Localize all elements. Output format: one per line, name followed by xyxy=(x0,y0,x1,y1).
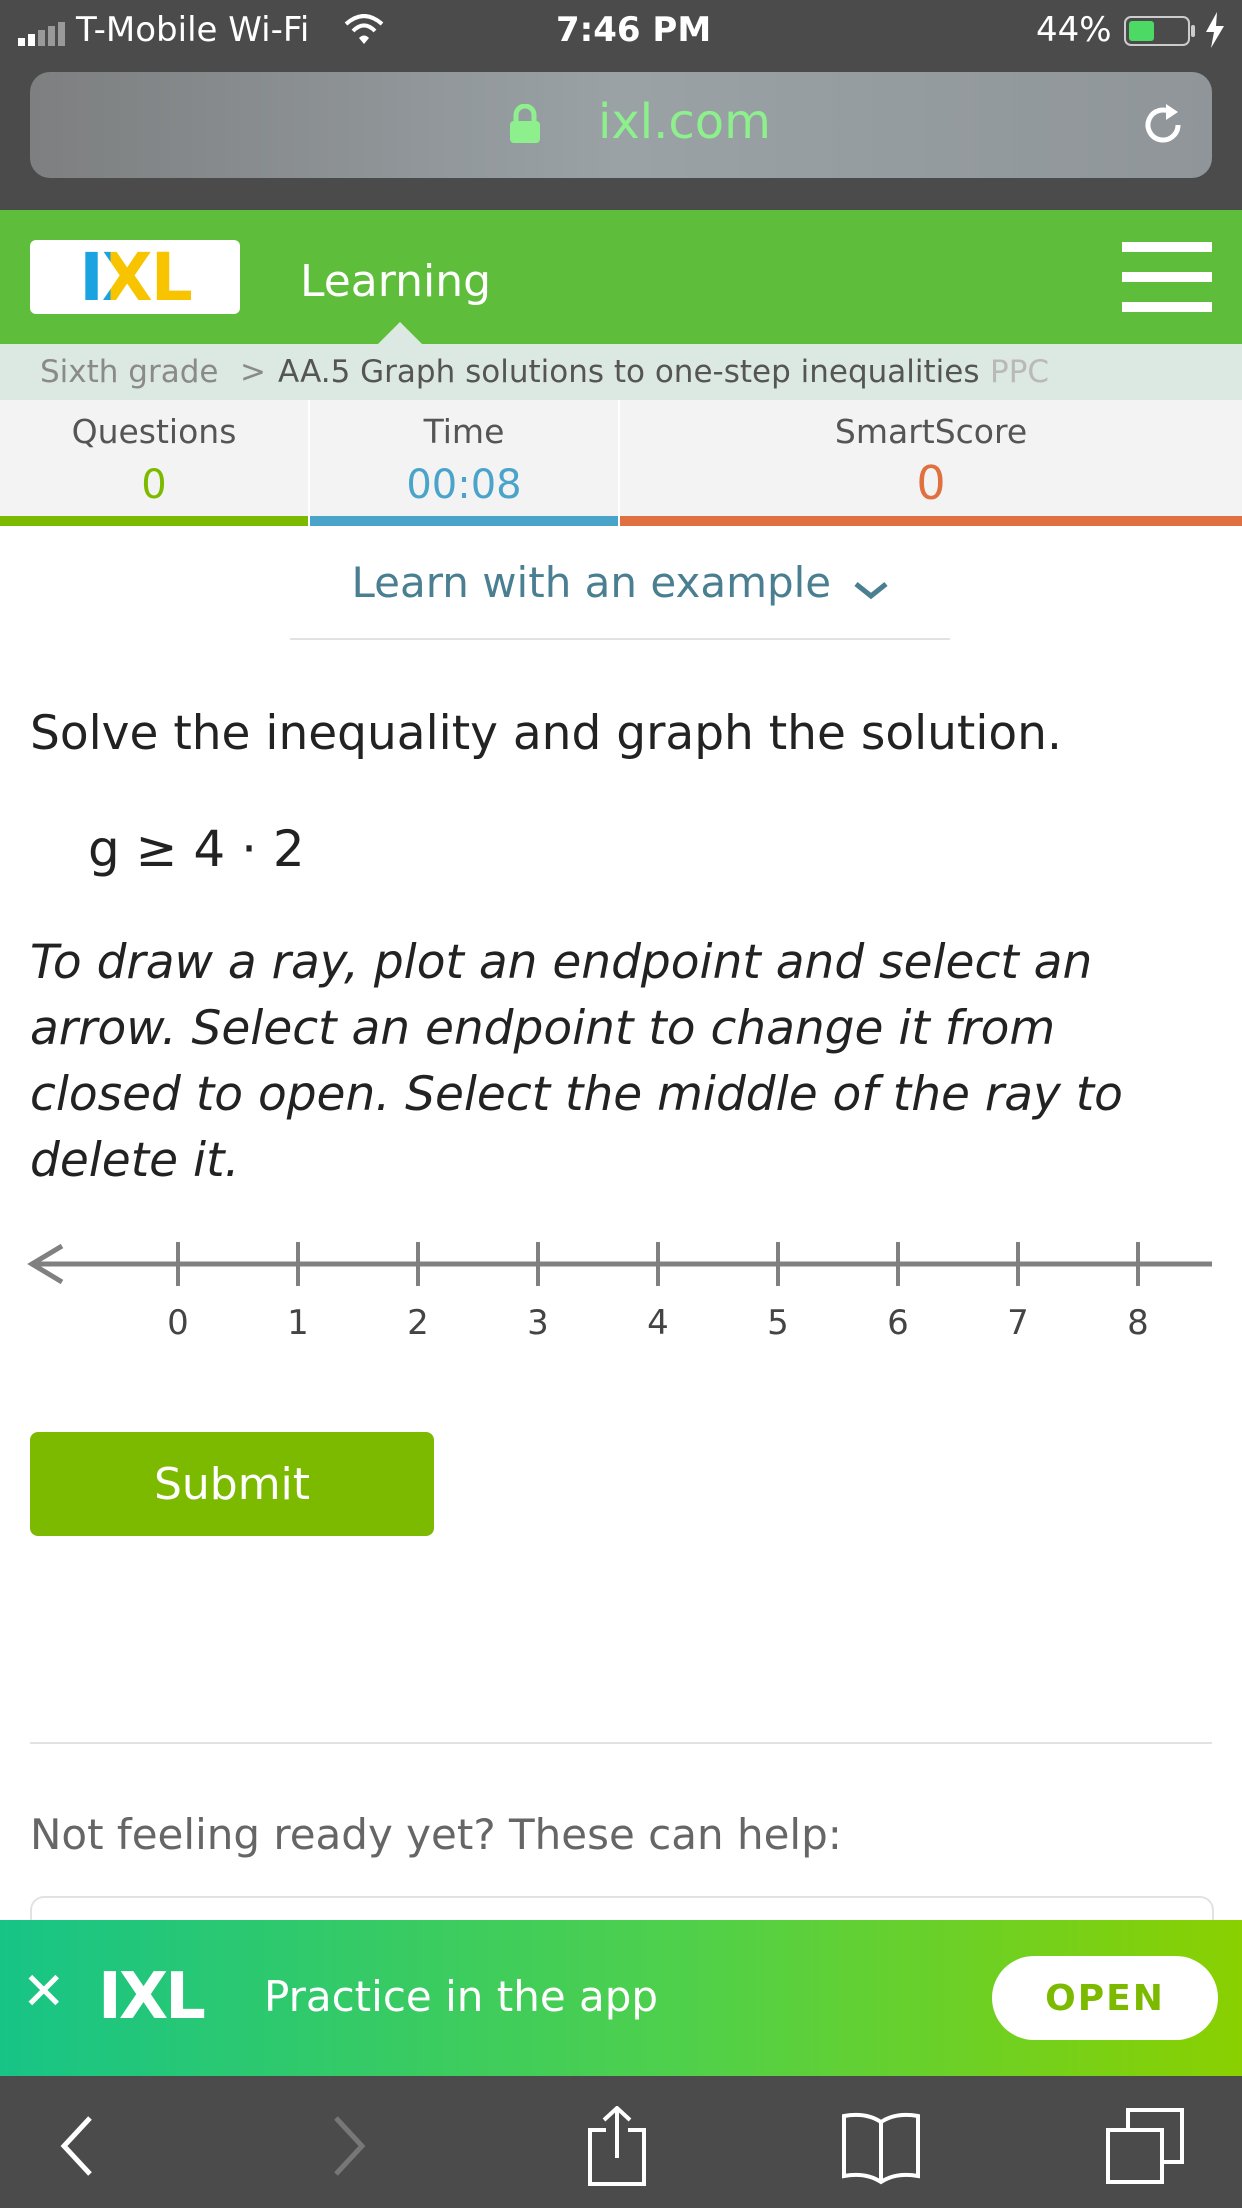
breadcrumb-code: PPC xyxy=(990,354,1050,390)
nav-pointer xyxy=(378,322,422,344)
inequality: g ≥ 4 · 2 xyxy=(88,820,305,878)
breadcrumb-skill: AA.5 Graph solutions to one-step inequalities xyxy=(278,354,980,390)
score-divider xyxy=(308,400,310,526)
tick-label: 3 xyxy=(527,1303,549,1343)
wifi-icon xyxy=(344,14,384,50)
reload-icon[interactable] xyxy=(1138,100,1188,154)
time-bar xyxy=(310,516,618,526)
help-heading: Not feeling ready yet? These can help: xyxy=(30,1810,842,1859)
breadcrumb-separator: > xyxy=(240,354,266,390)
url-bar[interactable] xyxy=(30,72,1212,178)
charging-icon xyxy=(1204,12,1226,52)
bookmarks-icon[interactable] xyxy=(836,2106,926,2186)
tick-label: 4 xyxy=(647,1303,669,1343)
carrier-label: T-Mobile Wi-Fi xyxy=(76,10,310,50)
url-text: ixl.com xyxy=(598,94,771,150)
open-app-button[interactable]: OPEN xyxy=(992,1956,1218,2040)
question-prompt: Solve the inequality and graph the solution. xyxy=(30,706,1062,761)
tick-label: 7 xyxy=(1007,1303,1029,1343)
browser-chrome xyxy=(0,0,1242,210)
tick-label: 8 xyxy=(1127,1303,1149,1343)
tick-label: 5 xyxy=(767,1303,789,1343)
signal-icon xyxy=(18,22,70,46)
time-value: 00:08 xyxy=(406,462,522,508)
browser-toolbar xyxy=(0,2076,1242,2208)
battery-icon xyxy=(1124,14,1200,52)
lock-icon xyxy=(508,104,542,148)
close-icon[interactable]: ✕ xyxy=(22,1962,66,2022)
tabs-icon[interactable] xyxy=(1100,2106,1190,2186)
submit-button[interactable]: Submit xyxy=(30,1432,434,1536)
learn-with-example-link[interactable] xyxy=(290,558,950,610)
tick-label: 2 xyxy=(407,1303,429,1343)
learn-divider xyxy=(290,638,950,640)
questions-bar xyxy=(0,516,308,526)
chevron-down-icon xyxy=(853,561,889,610)
questions-label: Questions xyxy=(71,412,237,451)
app-banner xyxy=(0,1920,1242,2076)
time-label: Time xyxy=(423,412,505,451)
back-icon[interactable] xyxy=(32,2106,122,2186)
smartscore-value: 0 xyxy=(916,456,946,510)
share-icon[interactable] xyxy=(572,2106,662,2186)
ixl-logo[interactable]: IXL xyxy=(30,240,240,314)
score-divider xyxy=(618,400,620,526)
clock: 7:46 PM xyxy=(556,10,712,50)
breadcrumb xyxy=(0,344,1242,400)
tick-label: 0 xyxy=(167,1303,189,1343)
breadcrumb-grade[interactable]: Sixth grade xyxy=(40,354,219,390)
forward-icon[interactable] xyxy=(290,2106,380,2186)
nav-learning[interactable]: Learning xyxy=(300,256,492,307)
battery-percent: 44% xyxy=(1036,10,1112,50)
tick-label: 1 xyxy=(287,1303,309,1343)
questions-value: 0 xyxy=(141,462,167,508)
number-line[interactable] xyxy=(0,1230,1242,1360)
smartscore-label: SmartScore xyxy=(834,412,1028,451)
learn-link-label: Learn with an example xyxy=(351,558,832,607)
score-panel xyxy=(0,400,1242,526)
instructions: To draw a ray, plot an endpoint and select an arrow. Select an endpoint to change it from closed to open. Select the middle of the ray to delete it. xyxy=(30,935,1123,1188)
help-divider xyxy=(30,1742,1212,1744)
tick-label: 6 xyxy=(887,1303,909,1343)
banner-ixl-logo: IXL xyxy=(98,1960,203,2034)
banner-text: Practice in the app xyxy=(264,1972,659,2021)
site-header xyxy=(0,210,1242,344)
smartscore-bar xyxy=(620,516,1242,526)
